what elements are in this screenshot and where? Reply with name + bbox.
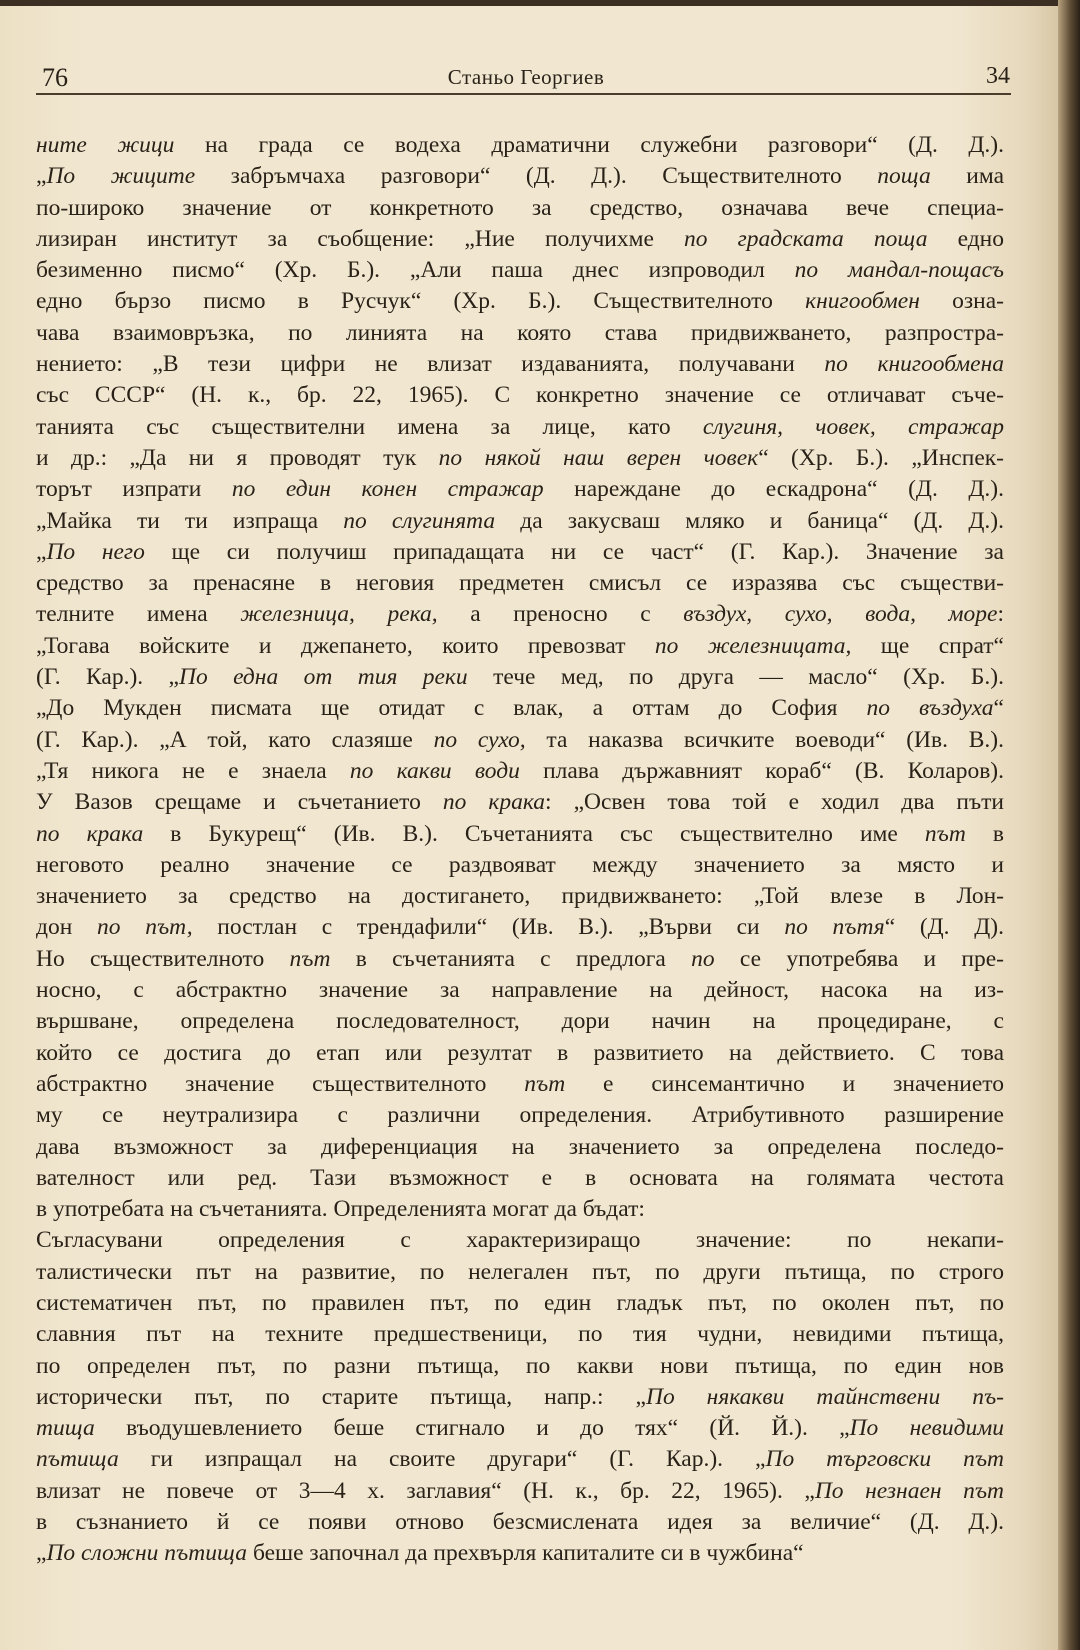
italic-example: По една от тия реки (178, 664, 468, 691)
text-segment: (Г. Кар.). „А той, като слазяше (36, 726, 434, 753)
italic-example: тища (36, 1415, 95, 1442)
italic-example: книгообмен (805, 288, 920, 315)
text-segment: „До Мукден писмата ще отидат с влак, а оттам до София (36, 695, 867, 722)
italic-example: по железницата, (654, 632, 852, 659)
text-line (36, 1413, 1004, 1444)
page-number-left: 76 (42, 63, 68, 92)
text-line (36, 255, 1004, 286)
italic-example: въздух, сухо, вода, море (683, 601, 998, 628)
text-line (36, 1163, 1004, 1194)
text-line (36, 975, 1004, 1006)
text-segment: ще си получиш припадащата ни се част“ (Г. Кар.). Значение за (144, 538, 1004, 565)
text-segment: (Г. Кар.). „ (36, 664, 179, 691)
text-line (36, 599, 1004, 630)
text-segment: влизат не повече от 3—4 х. заглавия“ (Н. к., бр. 22, 1965). „ (36, 1477, 815, 1504)
text-segment: вършване, определена последователност, дори начин на процедиране, с (36, 1008, 1004, 1035)
text-segment: въодушевлението беше стигнало и до тях“ (Й. Й.). „ (94, 1415, 850, 1442)
text-line (36, 1444, 1004, 1475)
text-line (36, 756, 1004, 787)
text-segment: а преносно с (437, 601, 684, 628)
text-line (36, 1476, 1004, 1507)
text-segment: дава възможност за диференциация на значението за определена последо- (36, 1133, 1004, 1160)
text-segment: тече мед, по друга — масло“ (Хр. Б.). (467, 664, 1004, 691)
text-segment: танията със съществителни имена за лице, като (36, 413, 703, 440)
text-segment: чава взаимовръзка, по линията на която става придвижването, разпростра- (36, 319, 1004, 346)
italic-example: поща (877, 163, 931, 190)
text-segment: : (997, 601, 1004, 628)
text-segment: безименно писмо“ (Хр. Б.). „Али паша днес изпроводил (36, 257, 795, 284)
text-segment: значението за средство на достигането, придвижването: „Той влезе в Лон- (36, 883, 1004, 910)
text-segment: „ (36, 163, 47, 190)
text-line (36, 850, 1004, 881)
italic-example: по крака (442, 789, 546, 816)
text-line (36, 693, 1004, 724)
text-segment: е синсемантично и значението (565, 1070, 1004, 1097)
text-segment: носно, с абстрактно значение за направление на дейност, насока на из- (36, 977, 1004, 1004)
text-segment: със СССР“ (Н. к., бр. 22, 1965). С конкретно значение се отличават съче- (36, 382, 1004, 409)
text-line (36, 1006, 1004, 1037)
text-line (36, 161, 1004, 192)
text-segment: систематичен път, по правилен път, по един гладък път, по околен път, по (36, 1289, 1004, 1316)
italic-example: път (524, 1070, 566, 1097)
italic-example: По невидими (849, 1415, 1004, 1442)
text-segment: нареждане до ескадрона“ (Д. Д.). (543, 476, 1004, 503)
italic-example: по градската поща (684, 225, 928, 252)
italic-example: по какви води (349, 757, 520, 784)
text-segment: на града се водеха драматични служебни разговори“ (Д. Д.). (174, 132, 1004, 158)
text-line (36, 506, 1004, 537)
italic-example: По някакви тайнствени пъ- (645, 1383, 1004, 1410)
text-segment: по-широко значение от конкретното за средство, означава вече специа- (36, 194, 1004, 221)
text-segment: в Букурещ“ (Ив. В.). Съчетанията със съществително име (143, 820, 925, 847)
italic-example: по слугинята (343, 507, 496, 534)
text-segment: “ (993, 695, 1004, 722)
text-segment: ги изпращал на своите другари“ (Г. Кар.). „ (118, 1446, 766, 1473)
page-number-right: 34 (986, 63, 1010, 89)
text-segment: се употребява и пре- (714, 945, 1004, 972)
text-line (36, 568, 1004, 599)
italic-example: По жиците (46, 163, 196, 190)
italic-example: По търговски път (765, 1446, 1004, 1473)
text-segment: в съзнанието й се появи отново безсмислената идея за величие“ (Д. Д.). (36, 1509, 1004, 1536)
text-segment: озна- (919, 288, 1004, 315)
italic-example: железница, река, (240, 601, 438, 628)
text-line (36, 130, 1004, 161)
text-segment: има (930, 163, 1004, 190)
text-segment: Но съществителното (36, 945, 290, 972)
text-segment: „ (36, 538, 47, 565)
text-segment: вателност или ред. Тази възможност е в основата на голямата честота (36, 1164, 1004, 1191)
text-segment: беше започнал да прехвърля капиталите си в чужбина“ (247, 1540, 804, 1567)
text-segment: в употребата на съчетанията. Определенията могат да бъдат: (36, 1196, 645, 1223)
body-text (36, 130, 1004, 1570)
text-segment: „Майка ти ти изпраща (36, 507, 344, 534)
text-line (36, 380, 1004, 411)
running-title: Станьо Георгиев (447, 65, 605, 89)
text-segment: забръмчаха разговори“ (Д. Д.). Съществителното (195, 163, 878, 190)
italic-example: слугиня, човек, стражар (702, 413, 1004, 440)
text-line (36, 1069, 1004, 1100)
text-segment: който се достига до етап или резултат в развитието на действието. С това (36, 1039, 1004, 1066)
text-line (36, 1288, 1004, 1319)
text-segment: едно бързо писмо в Русчук“ (Хр. Б.). Съществителното (36, 288, 806, 315)
text-line (36, 1319, 1004, 1350)
page-top-edge (0, 0, 1080, 6)
text-segment: да закусваш мляко и баница“ (Д. Д.). (495, 507, 1004, 534)
text-segment: абстрактно значение съществителното (36, 1070, 525, 1097)
italic-example: път (289, 945, 331, 972)
text-segment: в (965, 820, 1004, 847)
italic-example: по мандал-пощасъ (794, 257, 1004, 284)
text-line (36, 1225, 1004, 1256)
text-line (36, 1351, 1004, 1382)
text-segment: дон (36, 914, 97, 941)
text-line (36, 224, 1004, 255)
italic-example: по един конен стражар (231, 476, 544, 503)
text-segment: Съгласувани определения с характеризиращо значение: по некапи- (36, 1227, 1004, 1254)
text-line (36, 1507, 1004, 1538)
italic-example: път (924, 820, 966, 847)
text-line (36, 318, 1004, 349)
italic-example: пътища (36, 1446, 119, 1473)
italic-example: по (691, 945, 715, 972)
text-segment: и др.: „Да ни я проводят тук (36, 444, 439, 471)
text-segment: „ (36, 1540, 47, 1567)
text-segment: : „Освен това той е ходил два пъти (545, 789, 1004, 816)
book-spine-shadow (1058, 0, 1080, 1650)
italic-example: по пътя (784, 914, 885, 941)
text-line (36, 819, 1004, 850)
text-line (36, 443, 1004, 474)
text-line (36, 1382, 1004, 1413)
italic-example: по книгообмена (824, 351, 1004, 378)
running-header (42, 55, 1010, 95)
text-line (36, 912, 1004, 943)
text-segment: “ (Д. Д). (884, 914, 1004, 941)
text-line (36, 881, 1004, 912)
italic-example: По него (46, 538, 145, 565)
text-line (36, 474, 1004, 505)
italic-example: по път, (97, 914, 193, 941)
text-line (36, 412, 1004, 443)
text-segment: исторически път, по старите пътища, напр.: „ (36, 1383, 646, 1410)
italic-example: По сложни пътища (46, 1540, 248, 1567)
italic-example: ните жици (36, 132, 175, 158)
text-line (36, 725, 1004, 756)
text-segment: „Тя никога не е знаела (36, 757, 350, 784)
text-segment: та наказва всичките воеводи“ (Ив. В.). (525, 726, 1004, 753)
text-line (36, 662, 1004, 693)
text-line (36, 631, 1004, 662)
text-segment: плава държавният кораб“ (В. Коларов). (519, 757, 1004, 784)
italic-example: по сухо, (433, 726, 526, 753)
text-line (36, 193, 1004, 224)
text-segment: ще спрат“ (851, 632, 1004, 659)
text-line (36, 1257, 1004, 1288)
text-segment: лизиран институт за съобщение: „Ние получихме (36, 225, 685, 252)
italic-example: по някой наш верен човек (438, 444, 759, 471)
text-segment: постлан с трендафили“ (Ив. В.). „Върви си (192, 914, 785, 941)
text-line (36, 1038, 1004, 1069)
text-segment: едно (927, 225, 1004, 252)
italic-example: по въздуха (866, 695, 994, 722)
text-segment: средство за пренасяне в неговия предметен смисъл се изразява със съществи- (36, 570, 1004, 597)
text-segment: “ (Хр. Б.). „Инспек- (758, 444, 1004, 471)
text-segment: нението: „В тези цифри не влизат издаванията, получавани (36, 351, 825, 378)
header-rule (36, 93, 1011, 95)
text-line (36, 1194, 1004, 1225)
text-segment: славния път на техните предшественици, по тия чудни, невидими пътища, (36, 1321, 1004, 1348)
text-line (36, 1132, 1004, 1163)
text-segment: по определен път, по разни пътища, по какви нови пътища, по един нов (36, 1352, 1004, 1379)
text-segment: „Тогава войските и джепането, които превозват (36, 632, 655, 659)
text-line (36, 286, 1004, 317)
italic-example: По незнаен път (814, 1477, 1004, 1504)
text-line (36, 1538, 1004, 1569)
text-segment: телните имена (36, 601, 241, 628)
text-line (36, 537, 1004, 568)
text-segment: неговото реално значение се раздвояват между значението за място и (36, 851, 1004, 878)
text-segment: талистически път на развитие, по нелегален път, по други пътища, по строго (36, 1258, 1004, 1285)
text-segment: торът изпрати (36, 476, 232, 503)
text-segment: в съчетанията с предлога (330, 945, 692, 972)
text-segment: му се неутрализира с различни определения. Атрибутивното разширение (36, 1102, 1004, 1129)
italic-example: по крака (36, 820, 144, 847)
text-line (36, 1100, 1004, 1131)
text-line (36, 349, 1004, 380)
text-line (36, 787, 1004, 818)
text-line (36, 944, 1004, 975)
text-segment: У Вазов срещаме и съчетанието (36, 789, 443, 816)
